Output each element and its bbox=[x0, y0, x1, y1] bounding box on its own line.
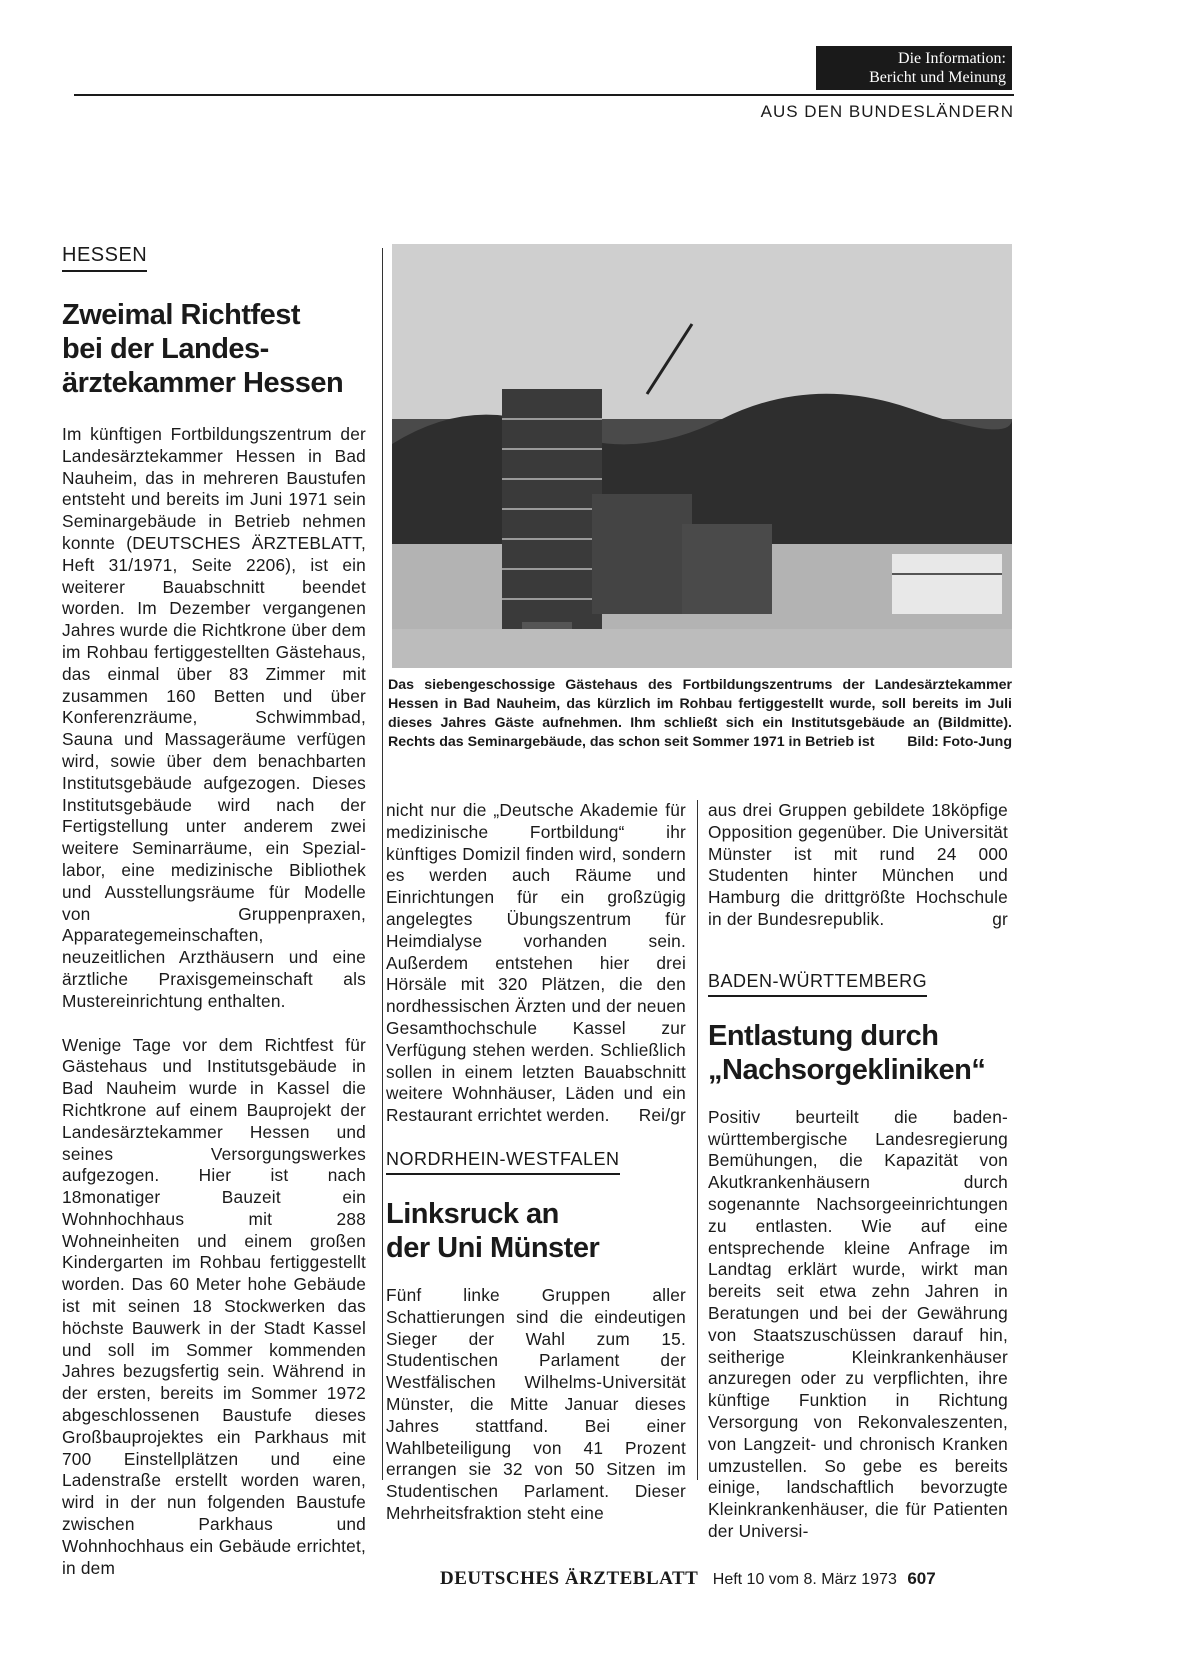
headline-line: Zweimal Richtfest bbox=[62, 299, 301, 331]
column-left bbox=[62, 244, 366, 1579]
region-label-bw: BADEN-WÜRTTEMBERG bbox=[708, 971, 927, 997]
header-section: AUS DEN BUNDESLÄNDERN bbox=[760, 102, 1014, 121]
headline-line: Entlastung durch bbox=[708, 1019, 939, 1052]
article-body-hessen bbox=[62, 424, 366, 1579]
column-divider bbox=[697, 800, 698, 1480]
headline-line: bei der Landes- bbox=[62, 333, 269, 365]
badge-line-1: Die Information: bbox=[898, 50, 1006, 67]
headline-bw bbox=[708, 1019, 1008, 1087]
paragraph: aus drei Gruppen gebildete 18köpfige Opposition gegenüber. Die Universität Münster ist mit rund 24 000 Studenten hinter München und Hamburg die drittgrößte Hochschule in der Bundesrepublik. bbox=[708, 800, 1008, 929]
article-body-hessen-continued bbox=[386, 800, 686, 1127]
footer-page-number: 607 bbox=[907, 1569, 936, 1588]
paragraph: nicht nur die „Deutsche Akademie für medizinische Fortbildung“ ihr künftiges Domizil finden wird, sondern es werden auch Räume und Einrichtungen für ein großzügig angelegtes Übungszentrum für Heimdialyse vorhanden sein. Außerdem entstehen hier drei Hörsäle mit 320 Plätzen, die den nordhessischen Ärzten und der neuen Gesamthochschule Kassel zur Verfügung stehen werden. Schließlich sollen in einem letzten Bauabschnitt weitere Wohnhäuser, Läden und ein Restaurant errichtet werden. bbox=[386, 800, 686, 1126]
headline-line: Linksruck an bbox=[386, 1197, 559, 1230]
headline-line: der Uni Münster bbox=[386, 1231, 600, 1264]
paragraph: Fünf linke Gruppen aller Schattierungen sind die eindeutigen Sieger der Wahl zum 15. Studentischen Parlament der Westfälischen Wilhelms-Universität Münster, die Mitte Januar dieses Jahres stattfand. Bei einer Wahlbeteiligung von 41 Prozent errangen sie 32 von 50 Sitzen im Studentischen Parlament. Dieser Mehrheitsfraktion steht eine bbox=[386, 1284, 686, 1523]
photo-credit: Bild: Foto-Jung bbox=[907, 734, 1012, 750]
region-label-nrw: NORDRHEIN-WESTFALEN bbox=[386, 1149, 620, 1175]
photo-caption-block bbox=[388, 676, 1012, 752]
footer-issue: Heft 10 vom 8. März 1973 bbox=[712, 1571, 897, 1588]
region-label-hessen: HESSEN bbox=[62, 244, 147, 272]
construction-scene-image bbox=[392, 244, 1012, 668]
column-right bbox=[708, 800, 1008, 1543]
column-divider bbox=[382, 248, 383, 1480]
building-photo bbox=[392, 244, 1012, 668]
article-body-nrw-continued bbox=[708, 800, 1008, 931]
headline-hessen bbox=[62, 298, 366, 400]
paragraph: Im künftigen Fortbildungszentrum der Landesärztekammer Hessen in Bad Nauheim, das in mehreren Baustufen entsteht und bereits im Juni 1971 sein Seminargebäude in Betrieb nehmen konnte (DEUTSCHES ÄRZTEBLATT, Heft 31/1971, Seite 2206), ist ein weiterer Bauabschnitt beendet worden. Im Dezember vergangenen Jahres wurde die Richtkrone über dem im Rohbau fertiggestellten Gästehaus, das einmal über 83 Zimmer mit zusammen 160 Betten und über Konferenzräume, Schwimmbad, Sauna und Massageräume verfügen wird, sowie über dem benachbarten Institutsgebäude aufgezogen. Dieses Institutsgebäude wird nach der Fertigstellung unter anderem zwei weitere Seminarräume, ein Speziallabor, eine medizinische Bibliothek und Ausstellungsräume für Modelle von Gruppenpraxen, Apparategemeinschaften, neuzeitlichen Arzthäusern und eine ärztliche Praxisgemeinschaft als Mustereinrichtung enthalten. bbox=[62, 424, 367, 1011]
footer-journal: DEUTSCHES ÄRZTEBLATT bbox=[440, 1568, 699, 1589]
badge-line-2: Bericht und Meinung bbox=[869, 69, 1006, 86]
paragraph: Wenige Tage vor dem Richtfest für Gästehaus und Institutsgebäude in Bad Nauheim wurde in Kassel die Richtkrone auf einem Bauprojekt der Landesärztekammer Hessen und seines Versorgungswerkes aufgezogen. Hier ist nach 18monatiger Bauzeit ein Wohnhochhaus mit 288 Wohneinheiten und einem großen Kindergarten im Rohbau fertiggestellt worden. Das 60 Meter hohe Gebäude ist mit seinen 18 Stockwerken das höchste Bauwerk in der Stadt Kassel und soll im Sommer kommenden Jahres bezugsfertig sein. Während in der ersten, bereits im Sommer 1972 abgeschlossenen Baustufe dieses Großbauprojektes ein Parkhaus mit 700 Einstellplätzen und eine Ladenstraße erstellt worden waren, wird in der nun folgenden Baustufe zwischen Parkhaus und Wohnhochhaus ein Gebäude errichtet, in dem bbox=[62, 1034, 366, 1578]
headline-line: „Nachsorgekliniken“ bbox=[708, 1053, 986, 1086]
headline-nrw bbox=[386, 1197, 686, 1265]
header-rule bbox=[74, 94, 1014, 96]
paragraph: Positiv beurteilt die baden-württembergische Landesregierung Bemühungen, die Kapazität von Akutkrankenhäusern durch sogenannte Nachsorgeeinrichtungen zu entlasten. Wie auf eine entsprechende kleine Anfrage im Landtag erklärt wurde, wirkt man bereits seit etwa zehn Jahren in Beratungen und bei der Gewährung von Staatszuschüssen darauf hin, seitherige Kleinkrankenhäuser anzuregen oder zu verpflichten, ihre künftige Funktion in Richtung Versorgung von Rekonvaleszenten, von Langzeit- und chronisch Kranken umzustellen. So gebe es bereits einige, landschaftlich bevorzugte Kleinkrankenhäuser, die für Patienten der Universi- bbox=[708, 1106, 1008, 1541]
article-body-nrw bbox=[386, 1285, 686, 1525]
header-badge bbox=[816, 46, 1012, 90]
photo-caption: Das siebengeschossige Gästehaus des Fortbildungszentrums der Landesärztekammer Hessen in Bad Nauheim, das kürzlich im Rohbau fertiggestellt wurde, soll bereits im Juli dieses Jahres Gäste aufnehmen. Ihm schließt sich ein Institutsgebäude an (Bildmitte). Rechts das Seminargebäude, das schon seit Sommer 1971 in Betrieb ist bbox=[388, 677, 1012, 750]
headline-line: ärztekammer Hessen bbox=[62, 367, 344, 399]
article-body-bw bbox=[708, 1107, 1008, 1543]
column-middle bbox=[386, 800, 686, 1525]
footer bbox=[440, 1568, 1020, 1590]
article-signature: gr bbox=[992, 908, 1008, 929]
article-signature: Rei/gr bbox=[638, 1105, 686, 1126]
